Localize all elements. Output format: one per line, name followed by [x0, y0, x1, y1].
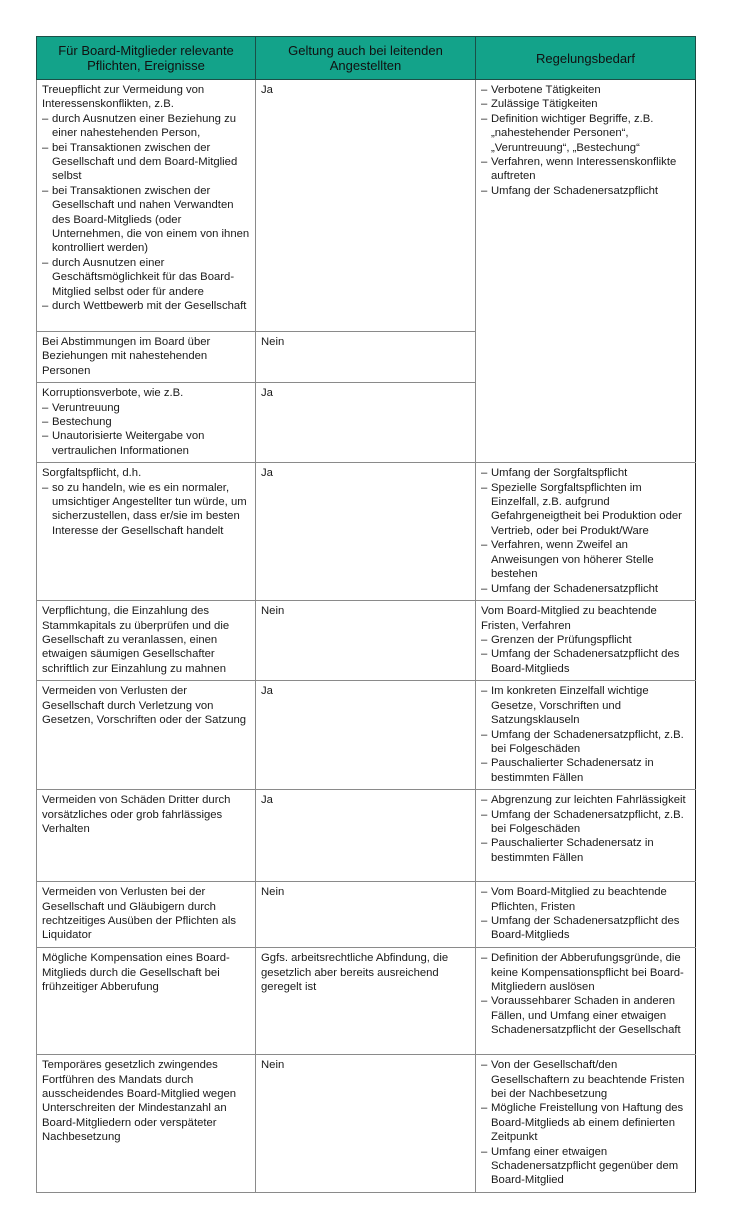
cell-lead-text: Vermeiden von Verlusten bei der Gesellschaft und Gläubigern durch rechtzeitiges Ausüben der Pflichten als Liquidator	[42, 886, 237, 942]
applies-cell: Nein	[256, 882, 476, 948]
dash-list	[42, 112, 250, 314]
applies-cell: Ggfs. arbeitsrechtliche Abfindung, die gesetzlich aber bereits ausreichend geregelt ist	[256, 948, 476, 1055]
duty-cell	[37, 1055, 256, 1193]
list-item: – Verfahren, wenn Interessenskonflikte auftreten	[481, 155, 690, 184]
table-body	[37, 80, 696, 1193]
header-applies-executives: Geltung auch bei leitenden Angestellten	[256, 37, 476, 80]
dash-list	[481, 633, 690, 676]
list-item: – Definition der Abberufungsgründe, die keine Kompensationspflicht bei Board-Mitgliedern auslösen	[481, 951, 690, 994]
regulation-cell	[476, 1055, 696, 1193]
list-item: – Veruntreuung	[42, 401, 250, 415]
duty-cell	[37, 80, 256, 332]
applies-cell: Ja	[256, 790, 476, 882]
regulation-cell	[476, 790, 696, 882]
cell-lead-text: Bei Abstimmungen im Board über Beziehungen mit nahestehenden Personen	[42, 336, 211, 377]
regulation-cell	[476, 948, 696, 1055]
duty-cell	[37, 790, 256, 882]
list-item: – so zu handeln, wie es ein normaler, umsichtiger Angestellter tun würde, um sicherzustellen, dass er/sie im besten Interesse der Gesellschaft handelt	[42, 481, 250, 539]
cell-lead-text: Verpflichtung, die Einzahlung des Stammkapitals zu überprüfen und die Gesellschaft zu veranlassen, einen etwaigen säumigen Gesellschafter schriftlich zur Einzahlung zu mahnen	[42, 605, 230, 675]
header-regulation-need: Regelungsbedarf	[476, 37, 696, 80]
dash-list	[481, 951, 690, 1037]
regulation-cell	[476, 601, 696, 681]
applies-cell: Ja	[256, 463, 476, 601]
list-item: – Abgrenzung zur leichten Fahrlässigkeit	[481, 793, 690, 807]
cell-lead-text: Korruptionsverbote, wie z.B.	[42, 387, 184, 400]
duty-cell	[37, 601, 256, 681]
regulation-cell	[476, 463, 696, 601]
list-item: – Pauschalierter Schadenersatz in bestimmten Fällen	[481, 756, 690, 785]
list-item: – Umfang der Schadenersatzpflicht des Board-Mitglieds	[481, 647, 690, 676]
list-item: – Unautorisierte Weitergabe von vertraulichen Informationen	[42, 429, 250, 458]
regulation-cell	[476, 80, 696, 463]
dash-list	[481, 466, 690, 596]
table-row	[37, 1055, 696, 1193]
board-duties-table	[36, 36, 696, 1193]
table-header-row	[37, 37, 696, 80]
list-item: – durch Wettbewerb mit der Gesellschaft	[42, 299, 250, 313]
table-row	[37, 948, 696, 1055]
applies-cell: Nein	[256, 332, 476, 383]
list-item: – Bestechung	[42, 415, 250, 429]
dash-list	[42, 401, 250, 459]
list-item: – Voraussehbarer Schaden in anderen Fällen, und Umfang einer etwaigen Schadenersatzpflicht der Gesellschaft	[481, 994, 690, 1037]
list-item: – Umfang einer etwaigen Schadenersatzpflicht gegenüber dem Board-Mitglied	[481, 1145, 690, 1188]
duty-cell	[37, 463, 256, 601]
list-item: – Umfang der Sorgfaltspflicht	[481, 466, 690, 480]
cell-lead-text: Treuepflicht zur Vermeidung von Interessenskonflikten, z.B.	[42, 84, 205, 111]
list-item: – Umfang der Schadenersatzpflicht des Board-Mitglieds	[481, 914, 690, 943]
duty-cell	[37, 948, 256, 1055]
cell-lead-text: Mögliche Kompensation eines Board-Mitglieds durch die Gesellschaft bei frühzeitiger Abberufung	[42, 952, 230, 993]
dash-list	[481, 684, 690, 785]
list-item: – Umfang der Schadenersatzpflicht	[481, 184, 690, 198]
list-item: – Mögliche Freistellung von Haftung des Board-Mitglieds ab einem definierten Zeitpunkt	[481, 1101, 690, 1144]
list-item: – Verbotene Tätigkeiten	[481, 83, 690, 97]
list-item: – Vom Board-Mitglied zu beachtende Pflichten, Fristen	[481, 885, 690, 914]
dash-list	[42, 481, 250, 539]
list-item: – bei Transaktionen zwischen der Gesellschaft und dem Board-Mitglied selbst	[42, 141, 250, 184]
table-row	[37, 463, 696, 601]
list-item: – durch Ausnutzen einer Beziehung zu einer nahestehenden Person,	[42, 112, 250, 141]
list-item: – Umfang der Schadenersatzpflicht, z.B. bei Folgeschäden	[481, 728, 690, 757]
list-item: – Umfang der Schadenersatzpflicht	[481, 582, 690, 596]
list-item: – Pauschalierter Schadenersatz in bestimmten Fällen	[481, 836, 690, 865]
list-item: – Definition wichtiger Begriffe, z.B. „nahestehender Personen“, „Veruntreuung“, „Bestechung“	[481, 112, 690, 155]
table-row	[37, 882, 696, 948]
list-item: – Grenzen der Prüfungspflicht	[481, 633, 690, 647]
dash-list	[481, 793, 690, 865]
applies-cell: Nein	[256, 601, 476, 681]
list-item: – Spezielle Sorgfaltspflichten im Einzelfall, z.B. aufgrund Gefahrgeneigtheit bei Produktion oder Vertrieb, oder bei Produkt/Ware	[481, 481, 690, 539]
duty-cell	[37, 332, 256, 383]
duty-cell	[37, 383, 256, 463]
list-item: – durch Ausnutzen einer Geschäftsmöglichkeit für das Board-Mitglied selbst oder für andere	[42, 256, 250, 299]
header-duties: Für Board-Mitglieder relevante Pflichten, Ereignisse	[37, 37, 256, 80]
duty-cell	[37, 882, 256, 948]
cell-lead-text: Sorgfaltspflicht, d.h.	[42, 467, 142, 480]
table-row	[37, 601, 696, 681]
applies-cell: Ja	[256, 681, 476, 790]
table-row	[37, 80, 696, 332]
cell-lead-text: Vermeiden von Schäden Dritter durch vorsätzliches oder grob fahrlässiges Verhalten	[42, 794, 231, 835]
list-item: – Zulässige Tätigkeiten	[481, 97, 690, 111]
list-item: – Von der Gesellschaft/den Gesellschaftern zu beachtende Fristen bei der Nachbesetzung	[481, 1058, 690, 1101]
regulation-cell	[476, 882, 696, 948]
dash-list	[481, 1058, 690, 1188]
dash-list	[481, 885, 690, 943]
applies-cell: Ja	[256, 80, 476, 332]
list-item: – Umfang der Schadenersatzpflicht, z.B. bei Folgeschäden	[481, 808, 690, 837]
list-item: – bei Transaktionen zwischen der Gesellschaft und nahen Verwandten des Board-Mitglieds (oder Unternehmen, die von einem von ihnen kontrolliert werden)	[42, 184, 250, 256]
list-item: – Verfahren, wenn Zweifel an Anweisungen von höherer Stelle bestehen	[481, 538, 690, 581]
applies-cell: Nein	[256, 1055, 476, 1193]
duty-cell	[37, 681, 256, 790]
list-item: – Im konkreten Einzelfall wichtige Gesetze, Vorschriften und Satzungsklauseln	[481, 684, 690, 727]
cell-lead-text: Vom Board-Mitglied zu beachtende Fristen, Verfahren	[481, 605, 657, 632]
regulation-cell	[476, 681, 696, 790]
applies-cell: Ja	[256, 383, 476, 463]
cell-lead-text: Temporäres gesetzlich zwingendes Fortführen des Mandats durch ausscheidendes Board-Mitglied wegen Unterschreiten der Mindestanzahl an Board-Mitgliedern oder verspäteter Nachbesetzung	[42, 1059, 237, 1144]
table-row	[37, 790, 696, 882]
cell-lead-text: Vermeiden von Verlusten der Gesellschaft durch Verletzung von Gesetzen, Vorschriften oder der Satzung	[42, 685, 247, 727]
table-row	[37, 681, 696, 790]
dash-list	[481, 83, 690, 198]
